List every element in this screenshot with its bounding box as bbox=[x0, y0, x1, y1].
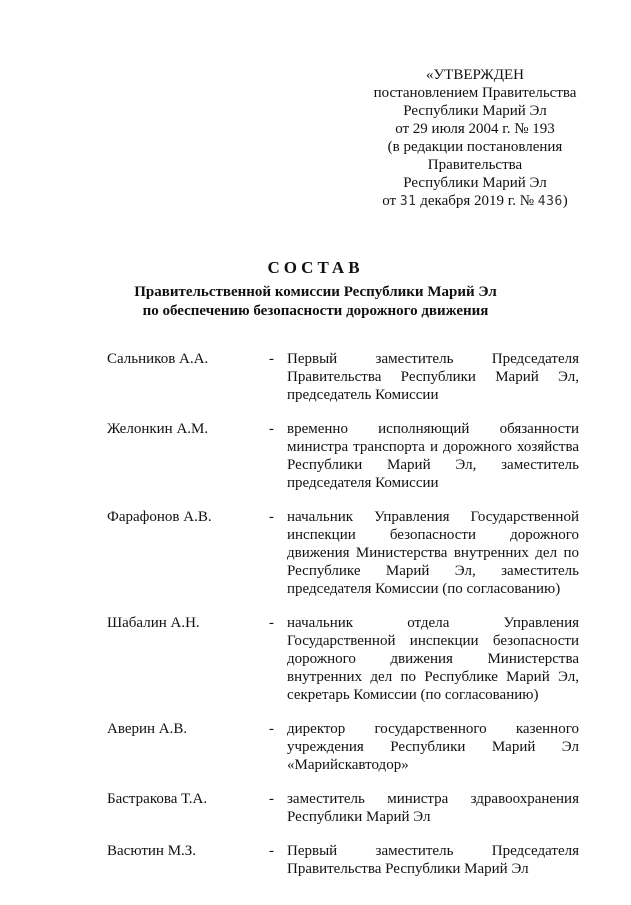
member-name: Шабалин А.Н. bbox=[107, 615, 200, 631]
member-role: заместитель министра здравоохранения Республики Марий Эл bbox=[287, 791, 579, 825]
member-name: Сальников А.А. bbox=[107, 351, 209, 367]
member-role: Первый заместитель Председателя Правительства Республики Марий Эл bbox=[287, 843, 579, 877]
member-dash: - bbox=[269, 843, 274, 859]
member-role: Первый заместитель Председателя Правительства Республики Марий Эл, председатель Комиссии bbox=[287, 351, 579, 403]
members-list bbox=[107, 350, 579, 894]
member-name: Бастракова Т.А. bbox=[107, 791, 208, 807]
member-role: директор государственного казенного учреждения Республики Марий Эл «Марийскавтодор» bbox=[287, 721, 579, 773]
member-dash: - bbox=[269, 509, 274, 525]
document-title: СОСТАВ bbox=[267, 258, 364, 277]
approval-line: Республики Марий Эл bbox=[403, 103, 547, 119]
approval-line: Республики Марий Эл bbox=[403, 175, 547, 191]
member-row bbox=[107, 790, 579, 826]
approval-date-number: 436 bbox=[537, 194, 563, 209]
approval-line: (в редакции постановления bbox=[387, 139, 563, 155]
member-row bbox=[107, 614, 579, 704]
member-row bbox=[107, 842, 579, 878]
member-name: Аверин А.В. bbox=[107, 721, 188, 737]
approval-line: Правительства bbox=[427, 157, 523, 173]
member-dash: - bbox=[269, 615, 274, 631]
subtitle-line: Правительственной комиссии Республики Марий Эл bbox=[134, 284, 497, 300]
member-role: начальник Управления Государственной инспекции безопасности дорожного движения Министерства внутренних дел по Республике Марий Эл, заместитель председателя Комиссии (по согласованию) bbox=[287, 509, 579, 597]
member-row bbox=[107, 350, 579, 404]
member-name: Фарафонов А.В. bbox=[107, 509, 212, 525]
approval-line: «УТВЕРЖДЕН bbox=[426, 67, 524, 83]
member-name: Желонкин А.М. bbox=[107, 421, 209, 437]
member-dash: - bbox=[269, 791, 274, 807]
approval-date-close: ) bbox=[562, 193, 568, 209]
approval-date-line bbox=[350, 192, 600, 211]
member-dash: - bbox=[269, 351, 274, 367]
member-name: Васютин М.З. bbox=[107, 843, 197, 859]
approval-stamp bbox=[350, 66, 600, 211]
approval-date-rest: декабря 2019 г. № bbox=[420, 193, 535, 209]
subtitle-line: по обеспечению безопасности дорожного движения bbox=[142, 303, 489, 319]
approval-line: постановлением Правительства bbox=[373, 85, 577, 101]
member-dash: - bbox=[269, 421, 274, 437]
approval-date-day: 31 bbox=[399, 194, 417, 209]
member-row bbox=[107, 508, 579, 598]
approval-line: от 29 июля 2004 г. № 193 bbox=[395, 121, 555, 137]
member-row bbox=[107, 420, 579, 492]
document-subtitle bbox=[0, 283, 631, 321]
approval-date-prefix: от bbox=[382, 193, 397, 209]
member-role: начальник отдела Управления Государственной инспекции безопасности дорожного движения Министерства внутренних дел по Республике Марий Эл, секретарь Комиссии (по согласованию) bbox=[287, 615, 579, 703]
member-role: временно исполняющий обязанности министра транспорта и дорожного хозяйства Республики Марий Эл, заместитель председателя Комиссии bbox=[287, 421, 579, 491]
member-row bbox=[107, 720, 579, 774]
member-dash: - bbox=[269, 721, 274, 737]
